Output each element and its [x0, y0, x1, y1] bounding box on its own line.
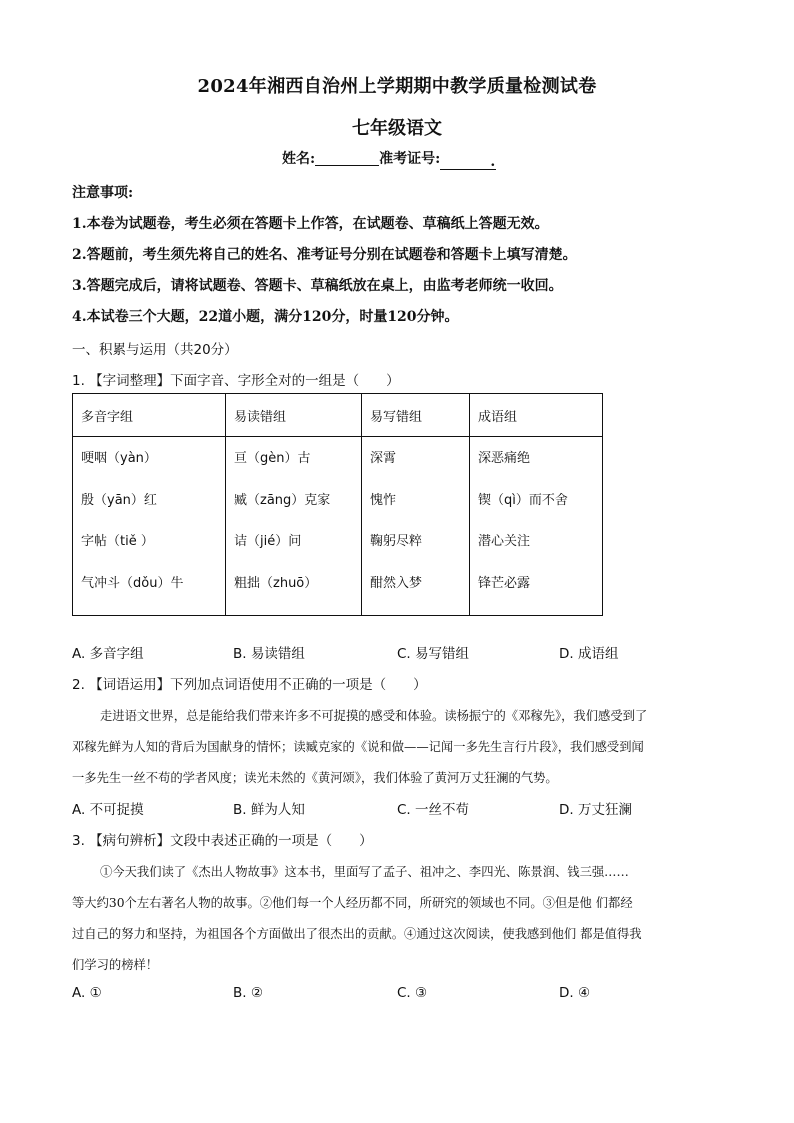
option-d[interactable]: D. 成语组 — [559, 646, 619, 662]
question-1-options — [72, 642, 722, 662]
table-cell: 鞠躬尽粹 — [370, 534, 423, 549]
passage-line: 等大约30个左右著名人物的故事。②他们每一个人经历都不同，所研究的领域也不同。③但是他 们都经 — [72, 896, 633, 910]
table-cell: 酣然入梦 — [370, 575, 423, 591]
exam-number-label: 准考证号: — [379, 151, 441, 167]
table-column — [226, 437, 362, 616]
passage-line: 邓稼先鲜为人知的背后为国献身的情怀；读臧克家的《说和做——记闻一多先生言行片段》，我们感受到闻 — [72, 740, 644, 754]
table-cell: 殷（yān）红 — [81, 492, 157, 508]
exam-subtitle: 七年级语文 — [352, 118, 442, 139]
table-cell: 锲（qì）而不舍 — [478, 492, 568, 508]
notice-heading: 注意事项: — [72, 185, 134, 201]
option-c[interactable]: C. 易写错组 — [397, 646, 470, 662]
word-table — [72, 393, 603, 616]
option-a[interactable]: A. ① — [72, 985, 102, 1001]
table-header: 成语组 — [470, 394, 603, 437]
table-cell: 深霄 — [370, 451, 397, 466]
table-cell: 诘（jié）问 — [234, 534, 302, 549]
name-label: 姓名: — [282, 151, 316, 167]
option-a[interactable]: A. 不可捉摸 — [72, 802, 144, 818]
exam-number-end: . — [490, 154, 496, 170]
notice-item: 2.答题前，考生须先将自己的姓名、准考证号分别在试题卷和答题卡上填写清楚。 — [72, 247, 577, 263]
table-cell: 锋芒必露 — [478, 575, 531, 591]
name-blank — [315, 150, 379, 166]
option-a[interactable]: A. 多音字组 — [72, 646, 144, 662]
section-heading: 一、积累与运用（共20分） — [72, 342, 238, 358]
option-c[interactable]: C. ③ — [397, 985, 428, 1001]
table-cell: 深恶痛绝 — [478, 451, 531, 466]
question-2-options — [72, 798, 722, 818]
passage-line: 走进语文世界，总是能给我们带来许多不可捉摸的感受和体验。读杨振宁的《邓稼先》，我们感受到了 — [100, 709, 648, 723]
passage-line: ①今天我们读了《杰出人物故事》这本书，里面写了孟子、祖冲之、李四光、陈景润、钱三强…… — [100, 865, 629, 879]
table-header: 易读错组 — [226, 394, 362, 437]
table-column — [470, 437, 603, 616]
table-column — [362, 437, 470, 616]
question-2-stem: 2. 【词语运用】下列加点词语使用不正确的一项是（ ） — [72, 677, 427, 693]
passage-line: 们学习的榜样！ — [72, 958, 159, 972]
option-c[interactable]: C. 一丝不苟 — [397, 802, 470, 818]
table-column — [73, 437, 226, 616]
table-header: 易写错组 — [362, 394, 470, 437]
table-cell: 字帖（tiě ） — [81, 534, 154, 549]
question-3-stem: 3. 【病句辨析】文段中表述正确的一项是（ ） — [72, 833, 373, 849]
option-d[interactable]: D. 万丈狂澜 — [559, 802, 632, 818]
passage-line: 一多先生一丝不苟的学者风度；读光未然的《黄河颂》，我们体验了黄河万丈狂澜的气势。 — [72, 771, 558, 785]
option-b[interactable]: B. ② — [233, 985, 263, 1001]
candidate-info-line — [282, 148, 496, 170]
notice-item: 3.答题完成后，请将试题卷、答题卡、草稿纸放在桌上，由监考老师统一收回。 — [72, 278, 563, 294]
notice-item: 1.本卷为试题卷，考生必须在答题卡上作答，在试题卷、草稿纸上答题无效。 — [72, 216, 549, 232]
exam-number-blank — [440, 154, 496, 170]
option-d[interactable]: D. ④ — [559, 985, 591, 1001]
option-b[interactable]: B. 鲜为人知 — [233, 802, 305, 818]
table-cell: 亘（gèn）古 — [234, 451, 311, 466]
question-1-stem: 1. 【字词整理】下面字音、字形全对的一组是（ ） — [72, 373, 400, 389]
question-3-options — [72, 985, 722, 1005]
table-cell: 潜心关注 — [478, 534, 531, 549]
table-cell: 哽咽（yàn） — [81, 451, 157, 466]
table-cell: 粗拙（zhuō） — [234, 575, 318, 591]
exam-title: 2024年湘西自治州上学期期中教学质量检测试卷 — [197, 76, 597, 97]
notice-item: 4.本试卷三个大题，22道小题，满分120分，时量120分钟。 — [72, 309, 459, 325]
table-header: 多音字组 — [73, 394, 226, 437]
table-cell: 臧（zāng）克家 — [234, 492, 331, 508]
passage-line: 过自己的努力和坚持，为祖国各个方面做出了很杰出的贡献。④通过这次阅读，使我感到他们 都是值得我 — [72, 927, 642, 941]
option-b[interactable]: B. 易读错组 — [233, 646, 305, 662]
table-cell: 气冲斗（dǒu）牛 — [81, 575, 184, 591]
table-cell: 愧怍 — [370, 492, 397, 508]
